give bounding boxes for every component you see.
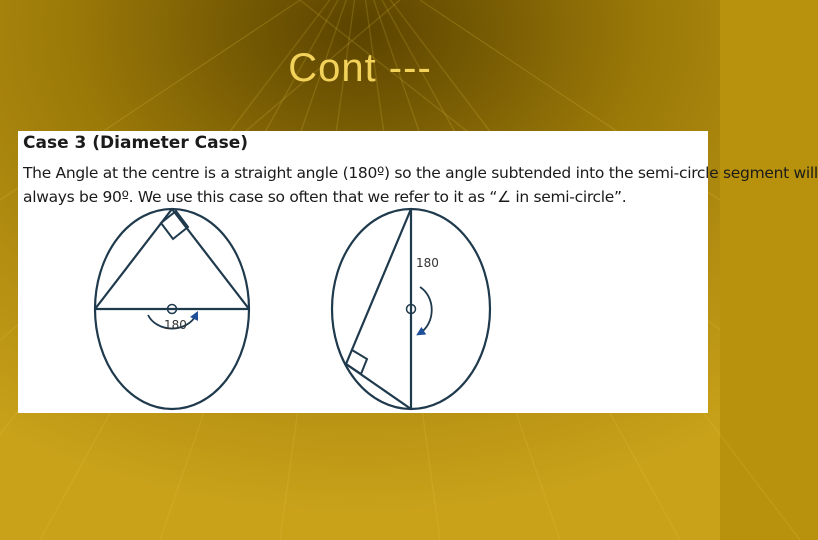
left-chord-b <box>172 209 249 309</box>
left-chord-a <box>95 209 172 309</box>
right-chord-a <box>346 209 411 364</box>
left-circle-diagram <box>95 209 249 409</box>
content-panel <box>18 131 818 413</box>
slide-title: Cont --- <box>288 46 432 90</box>
right-circle-diagram <box>332 209 490 409</box>
case-heading: Case 3 (Diameter Case) <box>23 133 249 153</box>
case-description-line-1: The Angle at the centre is a straight angle (180º) so the angle subtended into the semi-circle segment will <box>23 164 818 182</box>
left-angle-label: 180 <box>164 318 187 332</box>
right-angle-arc <box>420 287 432 333</box>
diagram-canvas <box>18 131 818 413</box>
case-description-line-2: always be 90º. We use this case so often that we refer to it as “∠ in semi-circle”. <box>23 188 627 206</box>
right-angle-label: 180 <box>416 256 439 270</box>
